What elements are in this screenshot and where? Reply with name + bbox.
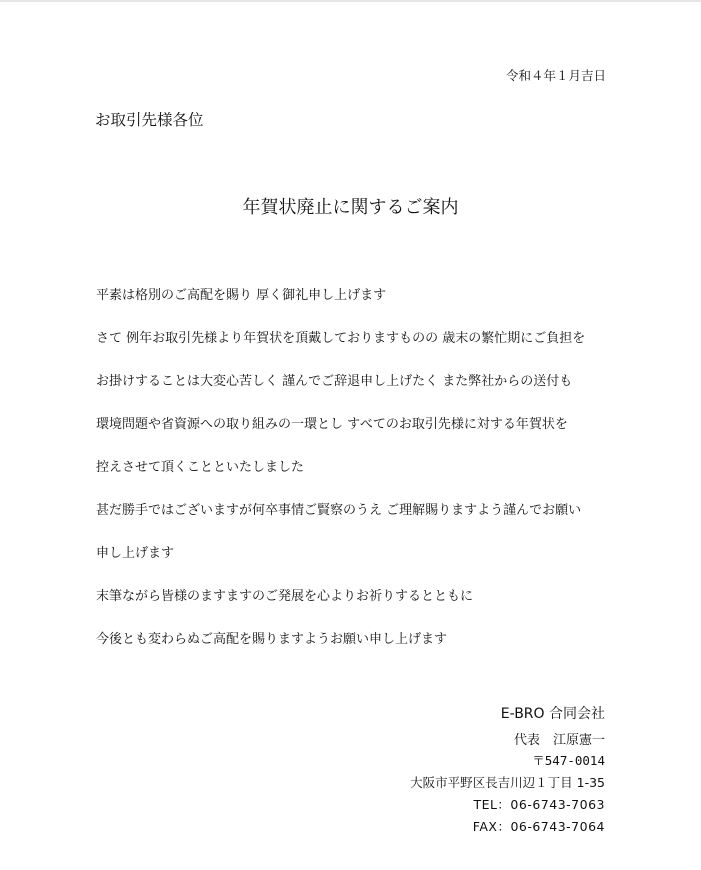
body-line: さて 例年お取引先様より年賀状を頂戴しておりますものの 歳末の繁忙期にご負担を [96, 331, 586, 346]
sender-postal-code: 〒547-0014 [532, 753, 605, 768]
letter-date: 令和４年１月吉日 [505, 68, 606, 83]
body-line: 控えさせて頂くことといたしました [96, 460, 305, 475]
sender-fax: FAX：06-6743-7064 [472, 819, 605, 834]
recipient-salutation: お取引先様各位 [95, 111, 204, 129]
page-top-edge [0, 0, 701, 2]
letter-title: 年賀状廃止に関するご案内 [242, 197, 459, 218]
body-line: 今後とも変わらぬご高配を賜りますようお願い申し上げます [96, 632, 448, 647]
body-line: 環境問題や省資源への取り組みの一環とし すべてのお取引先様に対する年賀状を [96, 417, 568, 432]
sender-address: 大阪市平野区長吉川辺１丁目 1-35 [410, 775, 605, 790]
body-line: 平素は格別のご高配を賜り 厚く御礼申し上げます [96, 288, 387, 303]
body-line: 申し上げます [96, 546, 175, 561]
sender-representative: 代表 江原憲一 [513, 733, 605, 748]
sender-company: E-BRO 合同会社 [500, 706, 605, 722]
body-line: 甚だ勝手ではございますが何卒事情ご賢察のうえ ご理解賜りますよう謹んでお願い [96, 503, 582, 518]
body-line: お掛けすることは大変心苦しく 謹んでご辞退申し上げたく また弊社からの送付も [96, 374, 573, 389]
sender-tel: TEL：06-6743-7063 [473, 797, 605, 812]
body-line: 末筆ながら皆様のますますのご発展を心よりお祈りするとともに [96, 589, 474, 604]
